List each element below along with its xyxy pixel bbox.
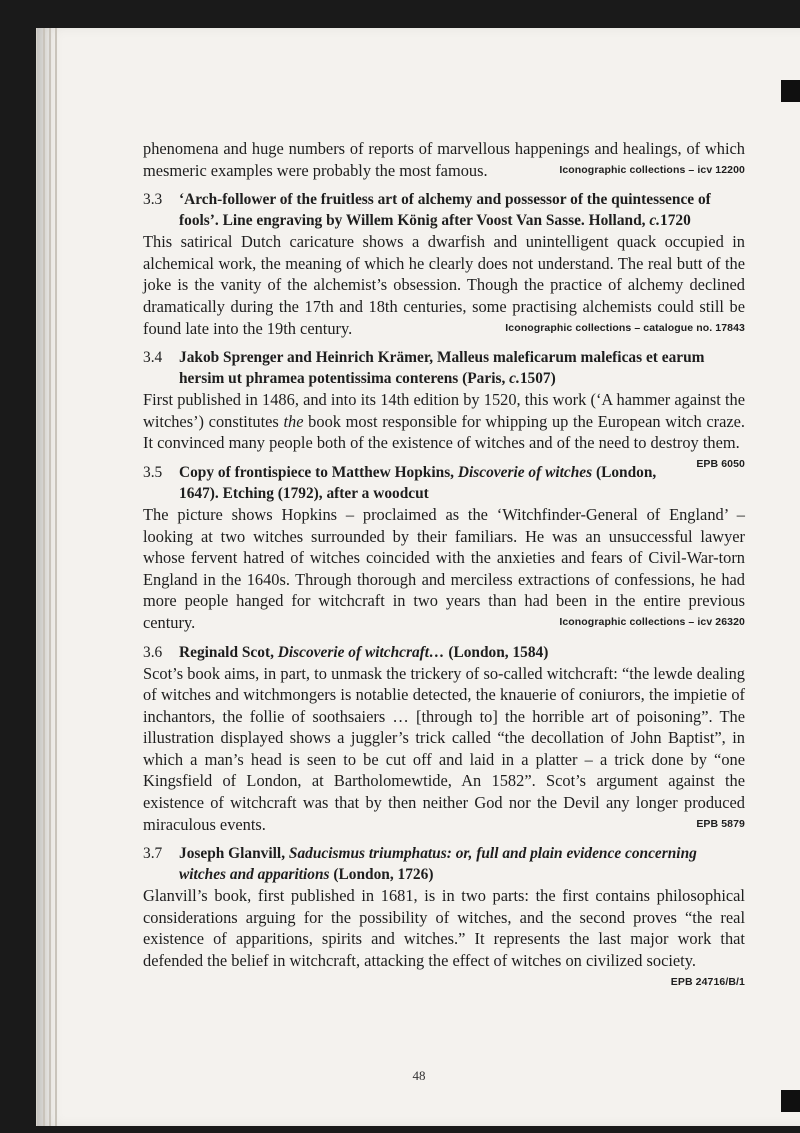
entry-number: 3.6	[143, 643, 163, 661]
entry-number: 3.4	[143, 349, 163, 367]
registration-mark	[781, 80, 800, 102]
entry-title: Joseph Glanvill, Saducismus triumphatus: or, full and plain evidence concerning witches and apparitions (London, 1726)	[179, 845, 697, 884]
entry-description: The picture shows Hopkins – proclaimed as the ‘Witchfinder-General of England’ – looking at two witches surrounded by their familiars. He was an unsuccessful lawyer whose fervent hatred of witches coincided with the anxieties and fears of Civil-War-torn England in the 1640s. Through thorough and merciless extractions of confessions, he had more people hanged for witchcraft in two years than had been in the entire previous century. Iconographic collections – icv 26320	[143, 504, 745, 632]
intro-paragraph	[143, 138, 745, 181]
registration-mark	[781, 1090, 800, 1112]
entry-title: Copy of frontispiece to Matthew Hopkins, Discoverie of witches (London, 1647). Etching (1792), after a woodcut	[179, 463, 657, 502]
intro-text: phenomena and huge numbers of reports of marvellous happenings and healings, of which mesmeric examples were probably the most famous.	[143, 139, 745, 180]
entry-description: First published in 1486, and into its 14th edition by 1520, this work (‘A hammer against the witches’) constitutes the book most responsible for whipping up the European witch craze. It convinced many people both of the existence of witches and of the need to destroy them. EPB 6050	[143, 389, 745, 454]
catalogue-entry	[143, 843, 745, 988]
entry-number: 3.5	[143, 463, 163, 481]
entry-heading	[143, 189, 745, 231]
page-edge-line	[55, 28, 57, 1126]
entry-heading	[143, 347, 745, 389]
catalogue-entry	[143, 189, 745, 339]
book-page	[36, 28, 800, 1126]
catalogue-reference: EPB 24716/B/1	[670, 975, 745, 988]
entry-heading	[143, 462, 688, 504]
entry-heading	[143, 843, 745, 885]
entry-description: Scot’s book aims, in part, to unmask the trickery of so-called witchcraft: “the lewde dealing of witches and witchmongers is notablie detected, the knauerie of coniurors, the impietie of inchantors, the follie of soothsaiers … [through to] the horrible art of poisoning”. The illustration displayed shows a juggler’s trick called “the decollation of John Baptist”, in which a man’s head is seen to be cut off and laid in a platter – a trick done by “one Kingsfield of London, at Bartholomewtide, An 1582”. Scot’s argument against the existence of witchcraft was that by then neither God nor the Devil any longer produced miraculous events. EPB 5879	[143, 663, 745, 834]
page-body	[143, 138, 745, 993]
entry-number: 3.3	[143, 191, 163, 209]
catalogue-entry	[143, 347, 745, 470]
catalogue-reference: Iconographic collections – icv 26320	[559, 615, 745, 628]
entry-title: Jakob Sprenger and Heinrich Krämer, Malleus maleficarum maleficas et earum hersim ut phramea potentissima conterens (Paris, c.1507)	[179, 349, 705, 388]
entry-title: ‘Arch-follower of the fruitless art of alchemy and possessor of the quintessence of fools’. Line engraving by Willem König after Voost Van Sasse. Holland, c.1720	[179, 191, 711, 230]
entry-title: Reginald Scot, Discoverie of witchcraft… (London, 1584)	[179, 643, 549, 661]
entry-description: Glanvill’s book, first published in 1681, is in two parts: the first contains philosophical considerations arguing for the possibility of witches, and the second proves “the real existence of apparitions, spirits and witches.” It represents the last major work that defended the belief in witchcraft, attacking the effect of witches on civilized society. EPB 24716/B/1	[143, 885, 745, 971]
page-number: 48	[412, 1068, 426, 1083]
page-edge-line	[49, 28, 51, 1126]
catalogue-entry	[143, 642, 745, 836]
catalogue-reference: EPB 6050	[696, 457, 745, 470]
entry-description: This satirical Dutch caricature shows a dwarfish and unintelligent quack occupied in alchemical work, the meaning of which he clearly does not understand. The real butt of the joke is the vanity of the alchemist’s obsession. Though the practice of alchemy declined dramatically during the 17th and 18th centuries, some practising alchemists could still be found late into the 19th century. Iconographic collections – catalogue no. 17843	[143, 232, 745, 338]
catalogue-reference: EPB 5879	[696, 817, 745, 830]
entry-number: 3.7	[143, 845, 163, 863]
entry-heading	[143, 642, 745, 663]
catalogue-reference: Iconographic collections – catalogue no. 17843	[505, 321, 745, 334]
catalogue-entry	[143, 462, 745, 634]
catalogue-reference: Iconographic collections – icv 12200	[559, 163, 745, 176]
page-edge-line	[43, 28, 45, 1126]
